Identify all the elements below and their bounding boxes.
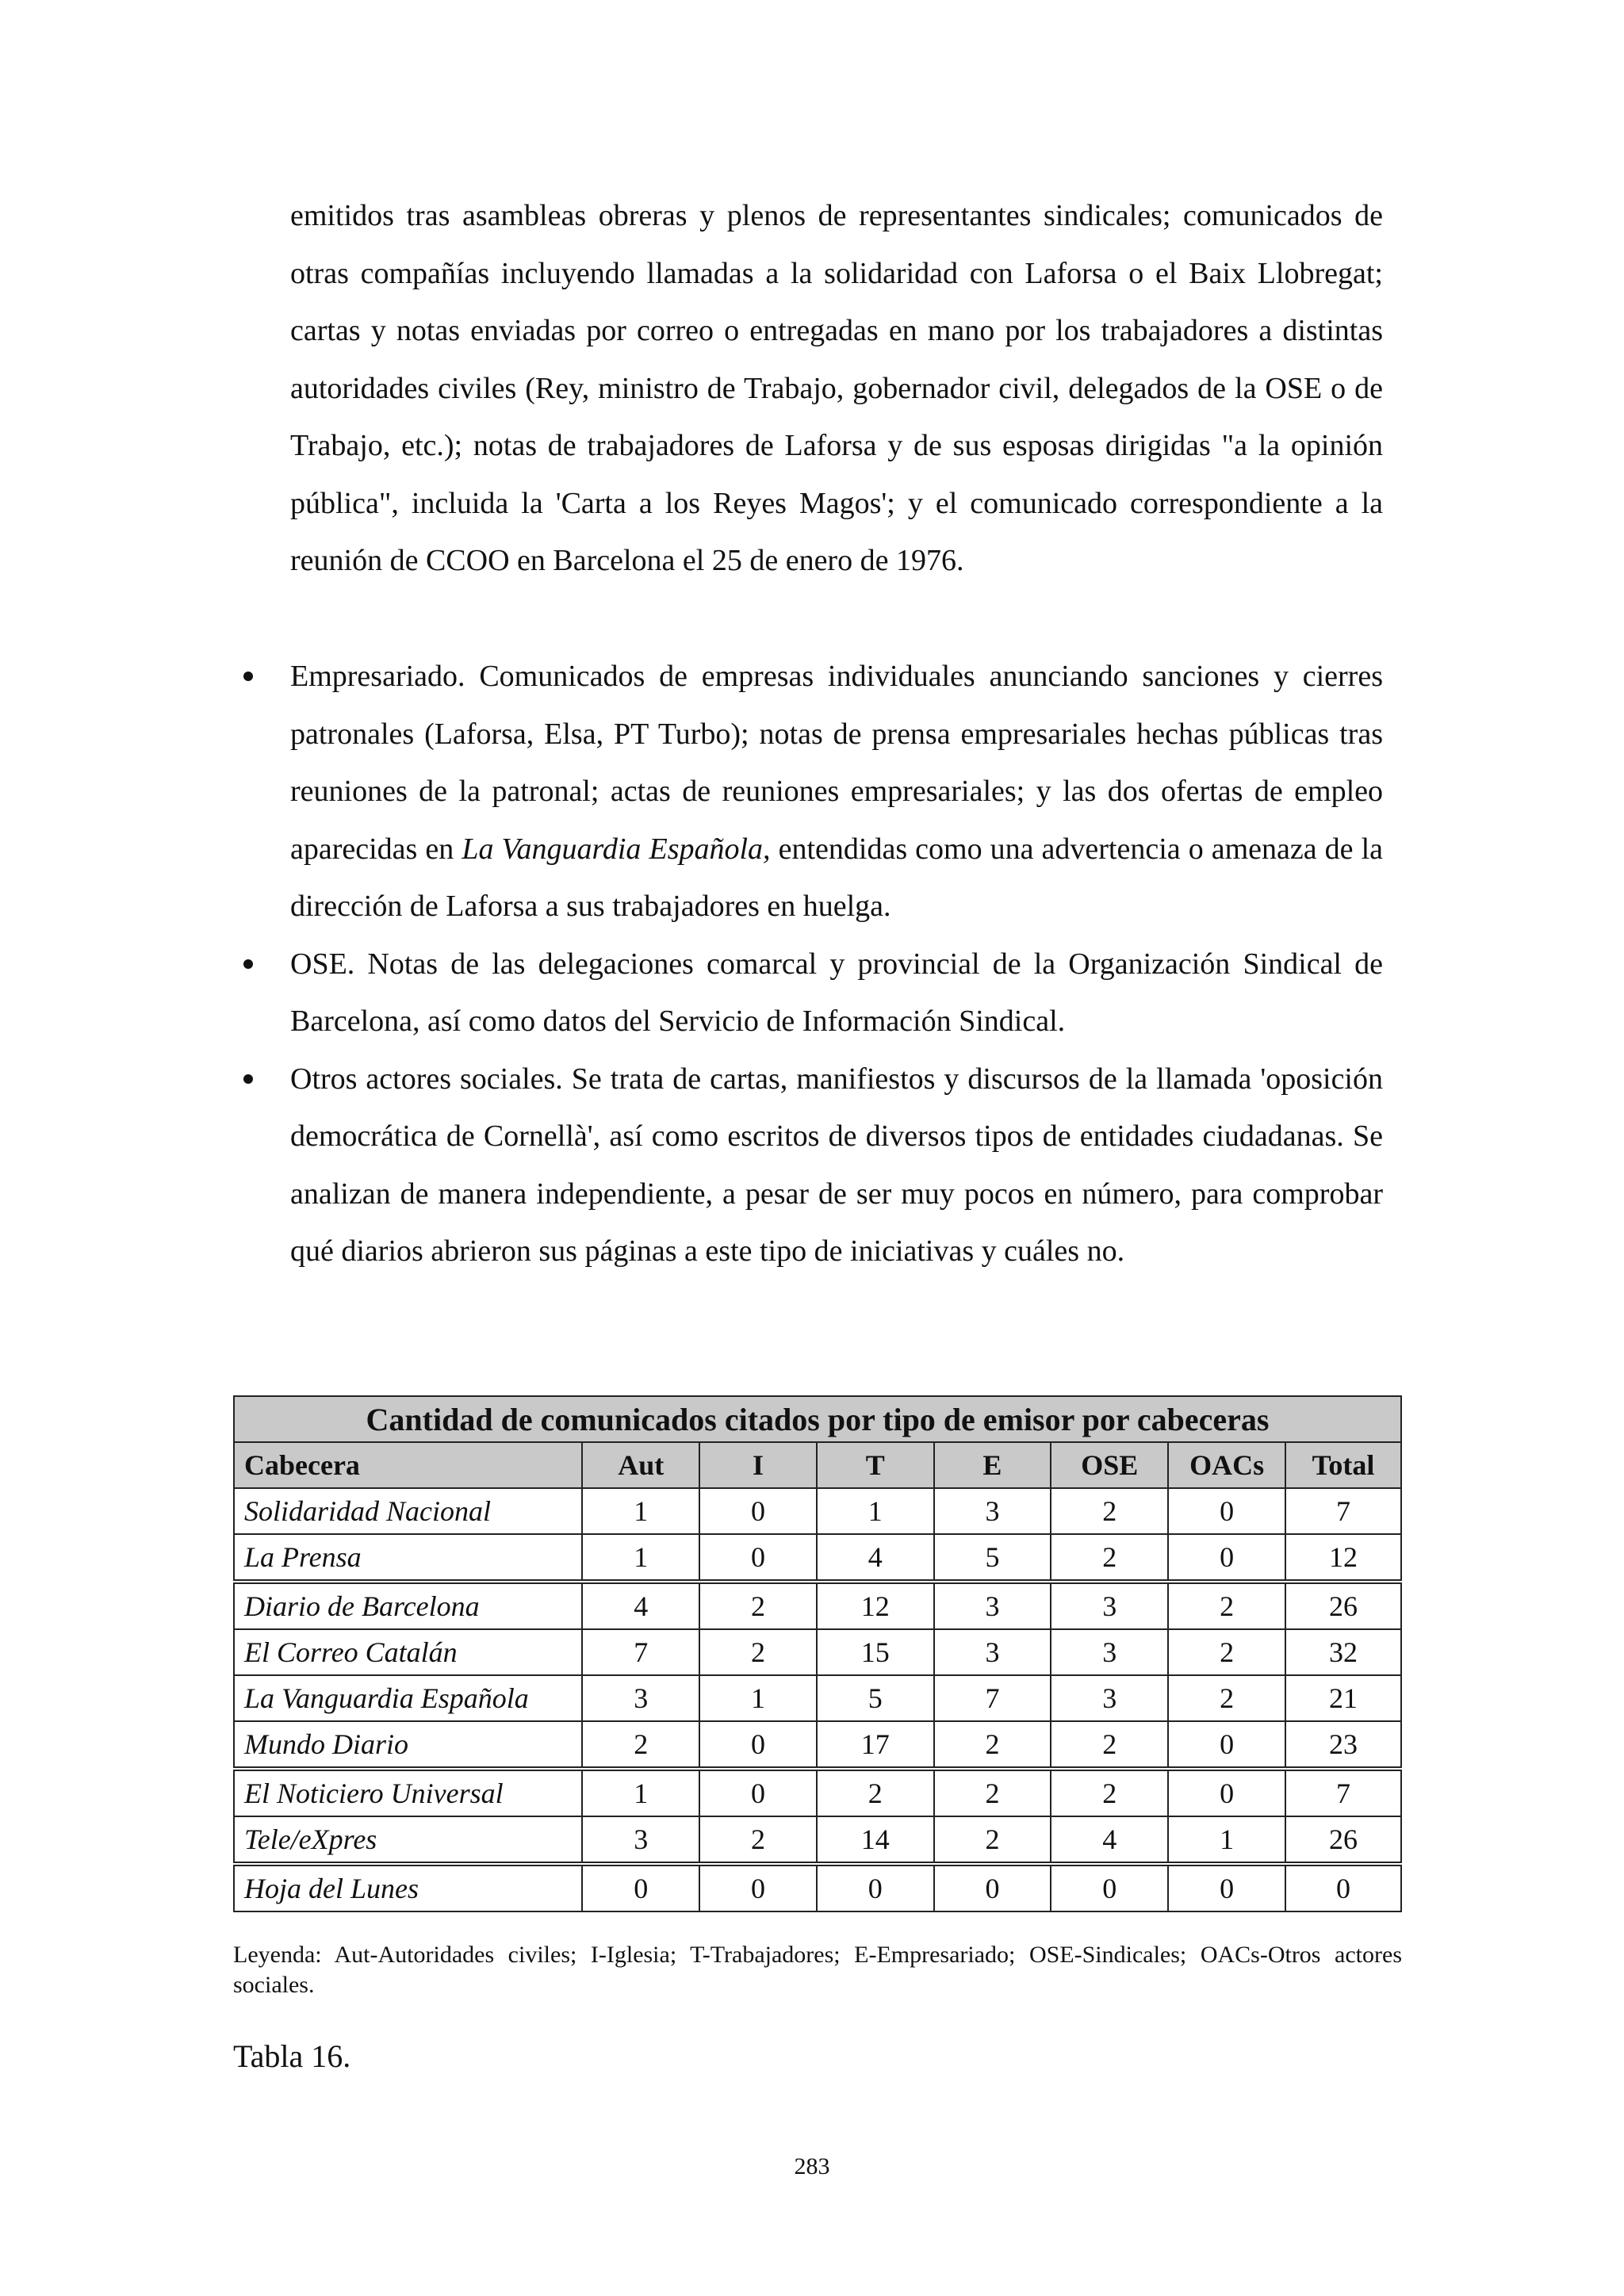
cell-cabecera: Mundo Diario — [234, 1721, 582, 1769]
cell-total: 0 — [1285, 1864, 1401, 1911]
cell-cabecera: La Vanguardia Española — [234, 1675, 582, 1721]
cell-e: 7 — [934, 1675, 1051, 1721]
cell-cabecera: El Correo Catalán — [234, 1629, 582, 1675]
bullet-text: OSE. Notas de las delegaciones comarcal y provincial de la Organización Sindical de Barcelona, así como datos del Servicio de Información Sindical. — [290, 947, 1383, 1038]
table-row — [234, 1816, 1401, 1864]
cell-total: 21 — [1285, 1675, 1401, 1721]
cell-aut: 1 — [582, 1534, 699, 1582]
cell-oacs: 0 — [1168, 1488, 1285, 1534]
cell-aut: 1 — [582, 1488, 699, 1534]
bullet-otros-actores — [290, 1050, 1383, 1280]
cell-t: 17 — [817, 1721, 934, 1769]
cell-e: 2 — [934, 1816, 1051, 1864]
bullet-italic-newspaper: La Vanguardia Española, — [462, 832, 771, 866]
cell-t: 1 — [817, 1488, 934, 1534]
table-row — [234, 1488, 1401, 1534]
bullet-text-before: Empresariado. Comunicados de empresas individuales anunciando sanciones y cierres patronales (Laforsa, Elsa, PT Turbo); notas de prensa empresariales hechas públicas tras reuniones de la patronal; actas de reuniones empresariales; y las dos ofertas de empleo aparecidas en — [290, 660, 1383, 866]
cell-t: 2 — [817, 1769, 934, 1816]
cell-e: 3 — [934, 1488, 1051, 1534]
cell-e: 2 — [934, 1721, 1051, 1769]
header-e: E — [934, 1442, 1051, 1488]
page-number: 283 — [794, 2153, 830, 2179]
cell-oacs: 0 — [1168, 1721, 1285, 1769]
cell-e: 0 — [934, 1864, 1051, 1911]
cell-i: 0 — [699, 1488, 817, 1534]
cell-t: 4 — [817, 1534, 934, 1582]
header-ose: OSE — [1051, 1442, 1168, 1488]
cell-total: 26 — [1285, 1816, 1401, 1864]
cell-total: 7 — [1285, 1488, 1401, 1534]
bullet-text: Otros actores sociales. Se trata de cartas, manifiestos y discursos de la llamada 'oposición democrática de Cornellà', así como escritos de diversos tipos de entidades ciudadanas. Se analizan de manera independiente, a pesar de ser muy pocos en número, para comprobar qué diarios abrieron sus páginas a este tipo de iniciativas y cuáles no. — [290, 1062, 1383, 1268]
cell-aut: 3 — [582, 1675, 699, 1721]
cell-t: 14 — [817, 1816, 934, 1864]
header-oacs: OACs — [1168, 1442, 1285, 1488]
header-t: T — [817, 1442, 934, 1488]
table-body — [234, 1488, 1401, 1911]
cell-ose: 3 — [1051, 1582, 1168, 1629]
cell-cabecera: Diario de Barcelona — [234, 1582, 582, 1629]
cell-oacs: 1 — [1168, 1816, 1285, 1864]
table-legend: Leyenda: Aut-Autoridades civiles; I-Iglesia; T-Trabajadores; E-Empresariado; OSE-Sindicales; OACs-Otros actores sociales. — [233, 1942, 1402, 1998]
cell-total: 12 — [1285, 1534, 1401, 1582]
bullet-list — [290, 648, 1383, 1280]
cell-i: 2 — [699, 1816, 817, 1864]
cell-i: 2 — [699, 1582, 817, 1629]
cell-total: 23 — [1285, 1721, 1401, 1769]
cell-t: 5 — [817, 1675, 934, 1721]
cell-aut: 1 — [582, 1769, 699, 1816]
table-title-row — [234, 1396, 1401, 1442]
cell-e: 3 — [934, 1629, 1051, 1675]
header-i: I — [699, 1442, 817, 1488]
cell-i: 0 — [699, 1864, 817, 1911]
cell-i: 0 — [699, 1721, 817, 1769]
cell-e: 2 — [934, 1769, 1051, 1816]
table-header-row — [234, 1442, 1401, 1488]
cell-i: 1 — [699, 1675, 817, 1721]
cell-ose: 2 — [1051, 1488, 1168, 1534]
header-cabecera: Cabecera — [234, 1442, 582, 1488]
cell-t: 12 — [817, 1582, 934, 1629]
cell-oacs: 0 — [1168, 1534, 1285, 1582]
cell-i: 0 — [699, 1769, 817, 1816]
cell-cabecera: El Noticiero Universal — [234, 1769, 582, 1816]
table-row — [234, 1675, 1401, 1721]
cell-aut: 3 — [582, 1816, 699, 1864]
cell-ose: 2 — [1051, 1721, 1168, 1769]
cell-oacs: 0 — [1168, 1864, 1285, 1911]
cell-total: 26 — [1285, 1582, 1401, 1629]
intro-paragraph: emitidos tras asambleas obreras y plenos de representantes sindicales; comunicados de otras compañías incluyendo llamadas a la solidaridad con Laforsa o el Baix Llobregat; cartas y notas enviadas por correo o entregadas en mano por los trabajadores a distintas autoridades civiles (Rey, ministro de Trabajo, gobernador civil, delegados de la OSE o de Trabajo, etc.); notas de trabajadores de Laforsa y de sus esposas dirigidas "a la opinión pública", incluida la 'Carta a los Reyes Magos'; y el comunicado correspondiente a la reunión de CCOO en Barcelona el 25 de enero de 1976. — [290, 199, 1383, 577]
header-aut: Aut — [582, 1442, 699, 1488]
bullet-empresariado — [290, 648, 1383, 936]
cell-oacs: 2 — [1168, 1675, 1285, 1721]
cell-t: 15 — [817, 1629, 934, 1675]
table-caption: Tabla 16. — [233, 2038, 351, 2074]
cell-cabecera: La Prensa — [234, 1534, 582, 1582]
table-row — [234, 1629, 1401, 1675]
table-row — [234, 1582, 1401, 1629]
data-table — [233, 1395, 1402, 1912]
cell-ose: 4 — [1051, 1816, 1168, 1864]
cell-i: 0 — [699, 1534, 817, 1582]
cell-aut: 7 — [582, 1629, 699, 1675]
cell-ose: 3 — [1051, 1675, 1168, 1721]
cell-aut: 2 — [582, 1721, 699, 1769]
cell-cabecera: Hoja del Lunes — [234, 1864, 582, 1911]
cell-e: 3 — [934, 1582, 1051, 1629]
table-row — [234, 1534, 1401, 1582]
cell-oacs: 2 — [1168, 1629, 1285, 1675]
bullet-text-after: entendidas como una advertencia o amenaza de la dirección de Laforsa a sus trabajadores en huelga. — [290, 832, 1384, 923]
cell-oacs: 2 — [1168, 1582, 1285, 1629]
cell-aut: 0 — [582, 1864, 699, 1911]
cell-i: 2 — [699, 1629, 817, 1675]
cell-total: 32 — [1285, 1629, 1401, 1675]
cell-t: 0 — [817, 1864, 934, 1911]
intro-paragraph-block — [290, 187, 1383, 590]
cell-oacs: 0 — [1168, 1769, 1285, 1816]
cell-aut: 4 — [582, 1582, 699, 1629]
cell-total: 7 — [1285, 1769, 1401, 1816]
table-row — [234, 1769, 1401, 1816]
header-total: Total — [1285, 1442, 1401, 1488]
bullet-ose — [290, 936, 1383, 1050]
cell-cabecera: Solidaridad Nacional — [234, 1488, 582, 1534]
table-title: Cantidad de comunicados citados por tipo de emisor por cabeceras — [234, 1396, 1401, 1442]
table-row — [234, 1864, 1401, 1911]
cell-ose: 2 — [1051, 1534, 1168, 1582]
cell-cabecera: Tele/eXpres — [234, 1816, 582, 1864]
table-row — [234, 1721, 1401, 1769]
cell-e: 5 — [934, 1534, 1051, 1582]
cell-ose: 3 — [1051, 1629, 1168, 1675]
cell-ose: 0 — [1051, 1864, 1168, 1911]
cell-ose: 2 — [1051, 1769, 1168, 1816]
